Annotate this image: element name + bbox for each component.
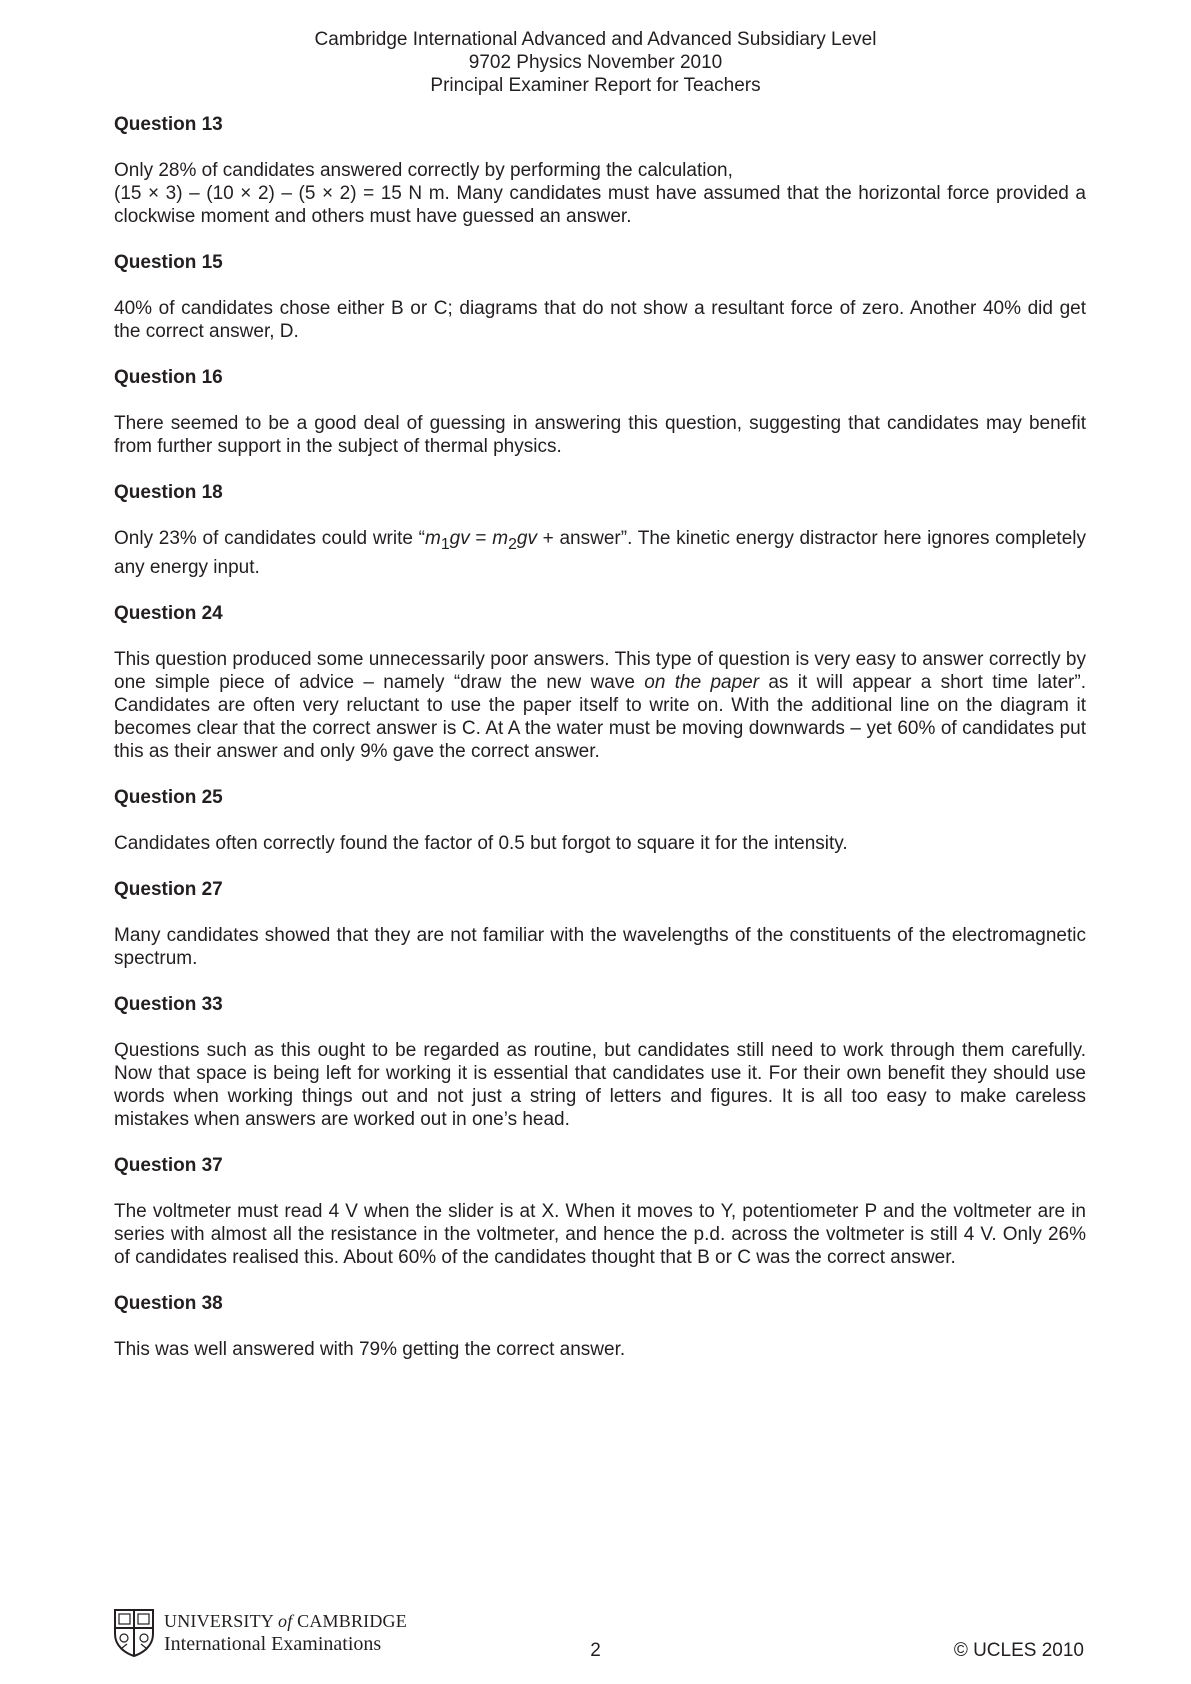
question-text: Candidates often correctly found the factor of 0.5 but forgot to square it for the intensity. (114, 832, 848, 854)
question-33-section (114, 993, 1086, 1131)
math-var: gv (449, 528, 470, 549)
header-subtitle: 9702 Physics November 2010 (468, 52, 723, 73)
question-heading: Question 15 (114, 252, 223, 273)
math-subscript: 2 (508, 535, 517, 553)
page-number: 2 (590, 1640, 601, 1661)
question-heading: Question 25 (114, 786, 223, 808)
math-var: m (425, 528, 441, 549)
question-text: This was well answered with 79% getting the correct answer. (114, 1338, 626, 1360)
logo-university-name (164, 1610, 407, 1632)
question-heading: Question 18 (114, 482, 223, 503)
question-25-section (114, 786, 1086, 855)
emphasis-text: on the paper (644, 671, 760, 693)
question-text-line: (15 × 3) – (10 × 2) – (5 × 2) = 15 N m. Many candidates must have assumed that the horizontal force provided a clockwise moment and others must have guessed an answer. (114, 183, 1086, 227)
header-report-type: Principal Examiner Report for Teachers (430, 75, 761, 96)
question-text: Many candidates showed that they are not familiar with the wavelengths of the constituents of the electromagnetic spectrum. (114, 924, 1086, 969)
header-title: Cambridge International Advanced and Advanced Subsidiary Level (314, 29, 877, 50)
math-var: gv (516, 528, 537, 549)
question-text (114, 159, 1086, 228)
question-heading: Question 13 (114, 114, 223, 135)
question-16-section (114, 366, 1086, 458)
question-text: 40% of candidates chose either B or C; diagrams that do not show a resultant force of zero. Another 40% did get the correct answer, D. (114, 298, 1086, 342)
question-text-line: Only 28% of candidates answered correctly by performing the calculation, (114, 160, 733, 181)
question-24-section (114, 602, 1086, 763)
text-span: as it will appear a short time later”. Candidates are often very reluctant to use the paper itself to write on. With the additional line on the diagram it becomes clear that the correct answer is C. At A the water must be moving downwards – yet 60% of candidates put this as their answer and only 9% gave the correct answer. (114, 671, 1086, 762)
question-text (114, 648, 1086, 763)
question-38-section (114, 1292, 1086, 1361)
question-text: There seemed to be a good deal of guessing in answering this question, suggesting that candidates may benefit from further support in the subject of thermal physics. (114, 413, 1086, 457)
question-18-section (114, 481, 1086, 579)
page-header (0, 28, 1191, 97)
question-37-section (114, 1154, 1086, 1269)
text-span: = (469, 528, 493, 549)
logo-word: CAMBRIDGE (292, 1611, 407, 1631)
question-text: Questions such as this ought to be regarded as routine, but candidates still need to work through them carefully. Now that space is being left for working it is essential that candidates use it. For their own benefit they should use words when working things out and not just a string of letters and figures. It is all too easy to make careless mistakes when answers are worked out in one’s head. (114, 1039, 1086, 1130)
question-heading: Question 27 (114, 878, 223, 900)
copyright-notice: © UCLES 2010 (953, 1640, 1084, 1661)
logo-word-of: of (278, 1611, 293, 1631)
text-span: Only 23% of candidates could write “ (114, 528, 425, 549)
question-heading: Question 33 (114, 993, 223, 1015)
math-var: m (492, 528, 509, 549)
question-heading: Question 24 (114, 602, 223, 624)
question-heading: Question 16 (114, 367, 223, 388)
question-15-section (114, 251, 1086, 343)
math-subscript: 1 (440, 535, 450, 553)
text-span: This question produced some unnecessarily poor answers. This type of question is very easy to answer correctly by one simple piece of advice – namely “draw the new wave (114, 648, 1086, 693)
question-27-section (114, 878, 1086, 970)
report-body (114, 113, 1086, 1384)
question-text (114, 527, 1086, 579)
question-text: The voltmeter must read 4 V when the slider is at X. When it moves to Y, potentiometer P and the voltmeter are in series with almost all the resistance in the voltmeter, and hence the p.d. across the voltmeter is still 4 V. Only 26% of candidates realised this. About 60% of the candidates thought that B or C was the correct answer. (114, 1200, 1086, 1268)
logo-word: UNIVERSITY (164, 1611, 279, 1631)
text-span: + answer”. The kinetic energy distractor here ignores completely any energy input. (114, 528, 1086, 578)
question-heading: Question 38 (114, 1292, 223, 1314)
question-13-section (114, 113, 1086, 228)
logo-subtitle: International Examinations (164, 1633, 382, 1655)
question-heading: Question 37 (114, 1154, 223, 1176)
